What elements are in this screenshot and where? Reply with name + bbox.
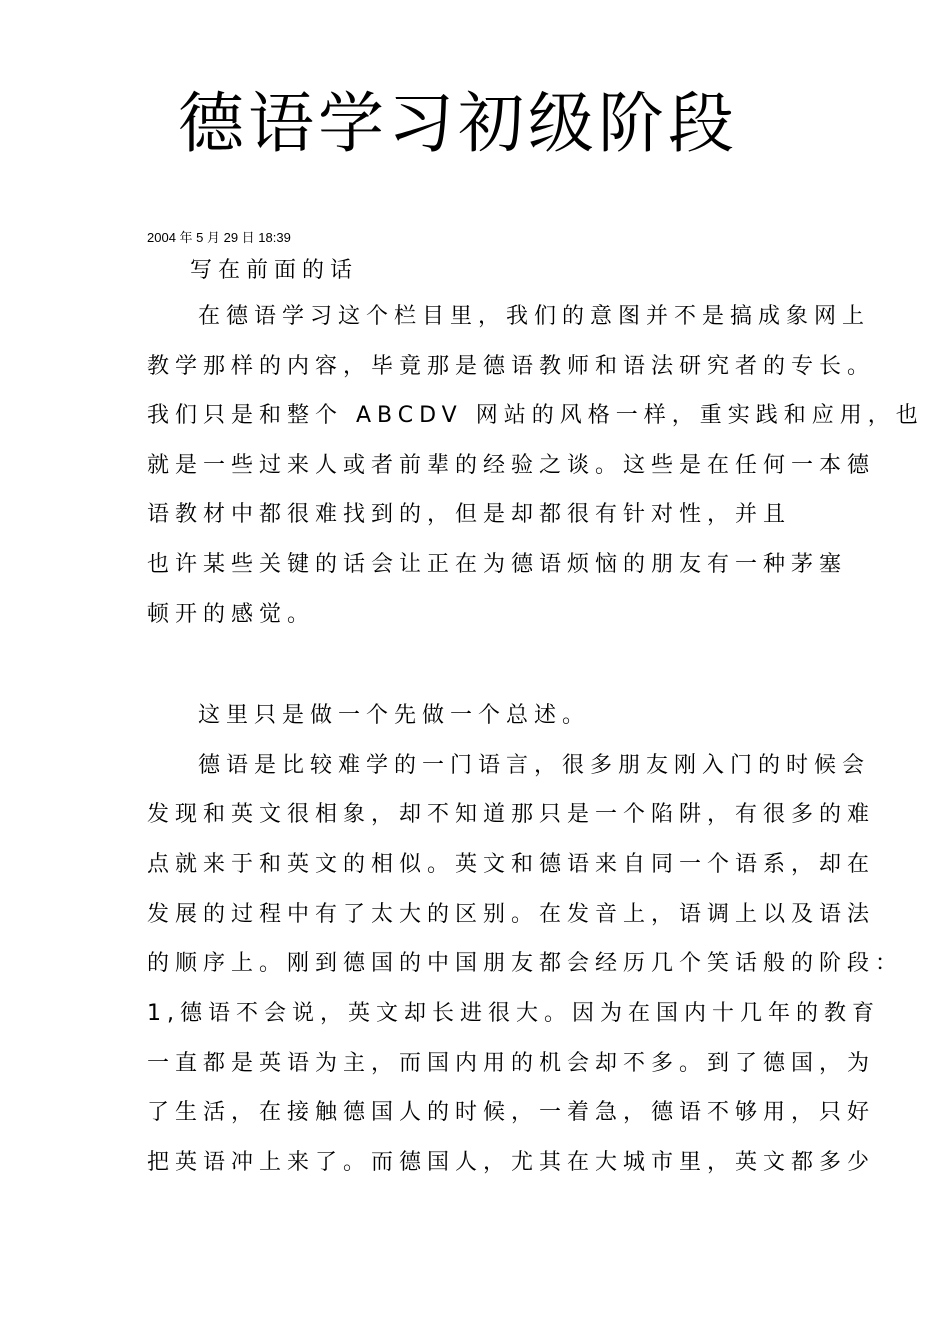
paragraph-line: 了生活，在接触德国人的时候，一着急，德语不够用，只好: [147, 1100, 876, 1125]
paragraph-line: 1,德语不会说，英文却长进很大。因为在国内十几年的教育: [147, 1001, 880, 1026]
document-title: 德语学习初级阶段: [178, 85, 738, 162]
paragraph-line: 这里只是做一个先做一个总述。: [198, 703, 591, 728]
paragraph-line: 点就来于和英文的相似。英文和德语来自同一个语系，却在: [147, 852, 876, 877]
paragraph-line: 一直都是英语为主，而国内用的机会却不多。到了德国，为: [147, 1051, 876, 1076]
paragraph-line: 教学那样的内容，毕竟那是德语教师和语法研究者的专长。: [147, 354, 876, 379]
paragraph-line: 我们只是和整个 ABCDV 网站的风格一样，重实践和应用，也: [147, 403, 924, 428]
paragraph-line: 也许某些关键的话会让正在为德语烦恼的朋友有一种茅塞: [147, 552, 848, 577]
paragraph-line: 发现和英文很相象，却不知道那只是一个陷阱，有很多的难: [147, 802, 876, 827]
document-date: 2004 年 5 月 29 日 18:39: [147, 230, 291, 245]
paragraph-line: 发展的过程中有了太大的区别。在发音上，语调上以及语法: [147, 902, 876, 927]
section-subtitle: 写在前面的话: [190, 258, 359, 283]
paragraph-line: 把英语冲上来了。而德国人，尤其在大城市里，英文都多少: [147, 1150, 876, 1175]
paragraph-line: 顿开的感觉。: [147, 602, 316, 627]
paragraph-line: 德语是比较难学的一门语言，很多朋友刚入门的时候会: [198, 753, 871, 778]
paragraph-line: 的顺序上。刚到德国的中国朋友都会经历几个笑话般的阶段：: [147, 951, 904, 976]
paragraph-line: 语教材中都很难找到的，但是却都很有针对性，并且: [147, 502, 792, 527]
paragraph-line: 就是一些过来人或者前辈的经验之谈。这些是在任何一本德: [147, 453, 876, 478]
paragraph-line: 在德语学习这个栏目里，我们的意图并不是搞成象网上: [198, 304, 871, 329]
